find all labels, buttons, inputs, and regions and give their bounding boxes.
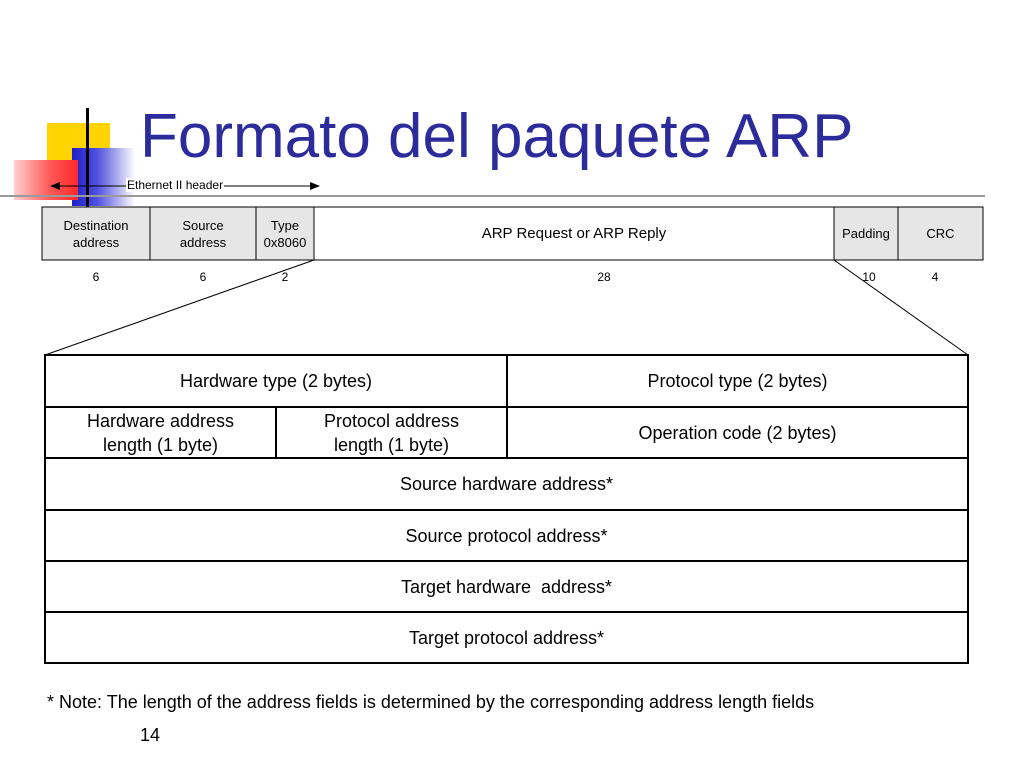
page-number: 14 [140,725,161,745]
field-arp-label: ARP Request or ARP Reply [481,225,667,242]
size-padding: 10 [862,270,876,284]
arp-target-hw-address: Target hardware address* [400,576,613,597]
arp-hardware-type: Hardware type (2 bytes) [179,371,373,391]
arp-proto-addr-length: Protocol address length (1 byte) [323,410,460,455]
size-type: 2 [281,270,289,284]
size-source: 6 [199,270,207,284]
size-crc: 4 [931,270,939,284]
ethernet-header-label: Ethernet II header [127,178,224,192]
size-destination: 6 [92,270,100,284]
arp-target-proto-address: Target protocol address* [408,627,605,648]
field-source-label: Source address [179,217,227,250]
field-padding-label: Padding [842,226,890,241]
size-arp: 28 [597,270,611,284]
field-type-label: Type 0x8060 [263,217,307,250]
arp-hw-addr-length: Hardware address length (1 byte) [86,410,235,455]
arp-protocol-type: Protocol type (2 bytes) [647,371,828,391]
field-crc-label: CRC [926,226,955,241]
arrow-right-head [310,182,320,190]
arp-source-proto-address: Source protocol address* [405,525,608,546]
arp-source-hw-address: Source hardware address* [399,474,614,494]
slide-title: Formato del paquete ARP [140,102,854,171]
arp-operation-code: Operation code (2 bytes) [638,422,837,443]
footnote: * Note: The length of the address fields is determined by the corresponding address length fields [47,692,815,712]
arrow-left-head [50,182,60,190]
field-destination-label: Destination address [63,217,129,250]
